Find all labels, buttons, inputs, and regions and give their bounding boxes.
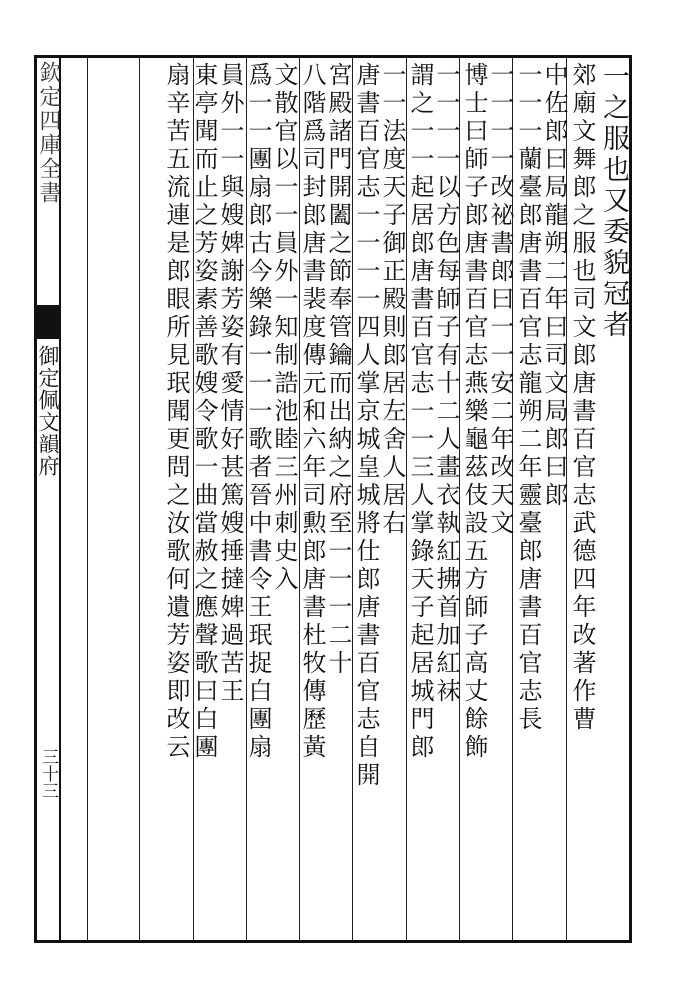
text-column-15: 員外一一與嫂婢謝芳姿有愛情好甚篤嫂捶撻婢過苦王 [216, 62, 244, 706]
text-column-6: 博士曰師子郎唐書百官志燕樂龜茲伎設五方師子高丈餘飾 [460, 62, 488, 762]
text-column-8: 謂之一一起居郎唐書百官志一一三人掌錄天子起居城門郎 [406, 62, 434, 762]
text-column-14: 爲一一團扇郎古今樂錄一一一歌者晉中書令王珉捉白團扇 [244, 62, 272, 762]
text-column-13: 文散官以一一員外一知制誥池睦三州刺史入 [270, 62, 298, 594]
text-column-7: 一一一一以方色每師子有十二人畫衣執紅拂首加紅袜 [432, 62, 460, 706]
fishtail-mark [34, 305, 61, 339]
text-column-11: 宮殿諸門開闔之節奉管鑰而出納之府至一一一二十 [324, 62, 352, 678]
text-column-2: 郊廟文舞郎之服也司文郎唐書百官志武德四年改著作曹 [568, 62, 596, 734]
text-column-9: 一一法度天子御正殿則郎居左舍人居右 [378, 62, 406, 538]
text-column-10: 唐書百官志一一一一四人掌京城皇城將仕郎唐書百官志自開 [352, 62, 380, 790]
text-column-1: 一之服也又委貌冠者 [598, 62, 629, 341]
text-column-17: 扇辛苦五流連是郎眼所見珉聞更問之汝歌何遺芳姿即改云 [162, 62, 190, 762]
gutter-page-number: 三十三 [38, 748, 58, 799]
fold-gutter [34, 55, 61, 943]
text-column-12: 八階爲司封郎唐書裴度傳元和六年司勲郎唐書杜牧傳歷黃 [298, 62, 326, 762]
gutter-book-title: 御定佩文韻府 [36, 345, 60, 477]
text-column-3: 中佐郎曰局龍朔二年曰司文局郎曰郎 [540, 62, 568, 510]
gutter-series-title: 欽定四庫全書 [36, 61, 61, 205]
text-column-4: 一一一蘭臺郎唐書百官志龍朔二年靈臺郎唐書百官志長 [514, 62, 542, 734]
column-rule [87, 58, 88, 940]
text-column-5: 一一一一改祕書郎曰一一安二年改天文 [486, 62, 514, 538]
text-column-16: 東亭聞而止之芳姿素善歌嫂令歌一曲當赦之應聲歌曰白團 [190, 62, 218, 762]
column-rule [139, 58, 140, 940]
